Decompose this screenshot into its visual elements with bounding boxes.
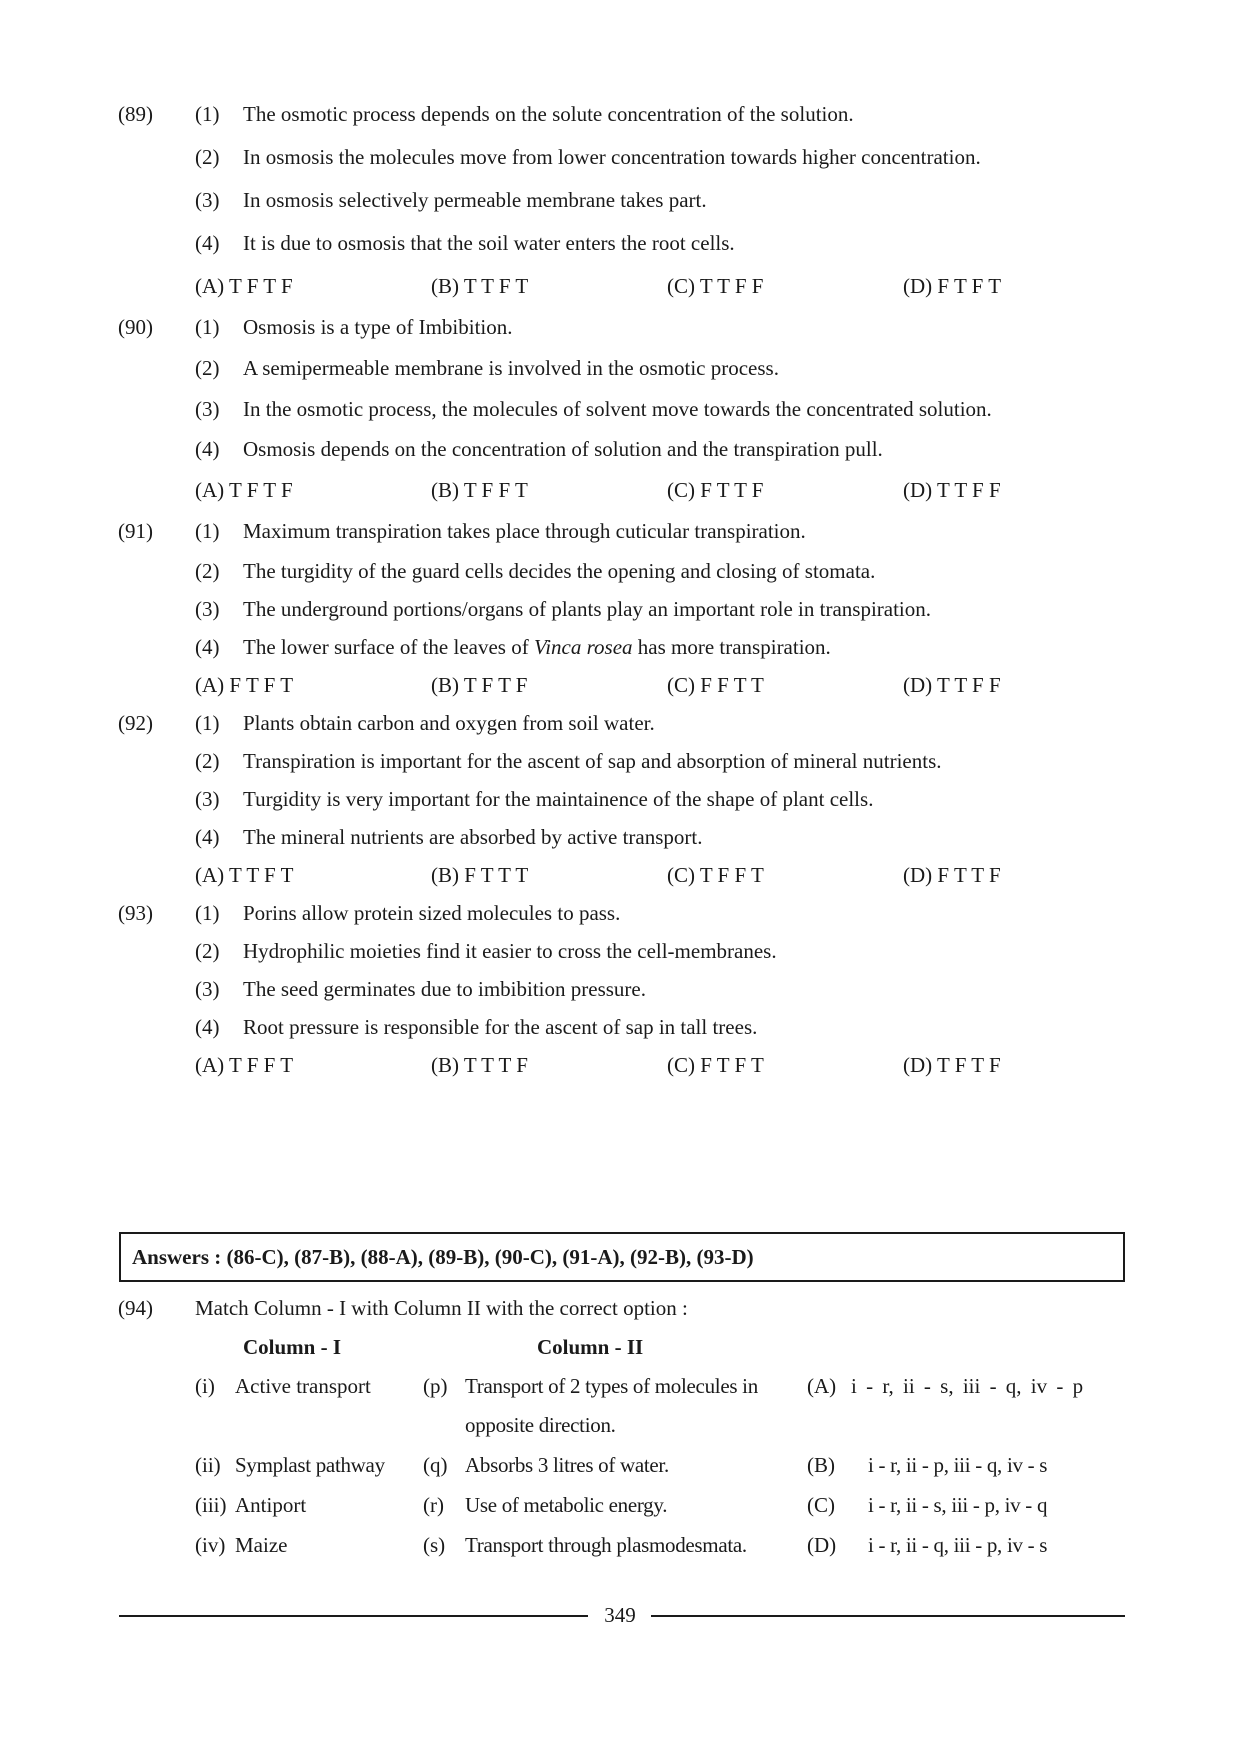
match-option-a-label: (A) xyxy=(807,1374,837,1398)
statement-number: (2) xyxy=(195,145,220,169)
match-option-c-label: (C) xyxy=(807,1493,835,1517)
col2-letter: (s) xyxy=(423,1533,446,1557)
statement-number: (1) xyxy=(195,315,220,339)
statement-text: Transpiration is important for the ascent of sap and absorption of mineral nutrients. xyxy=(243,749,942,773)
option-d: (D) F T T F xyxy=(903,863,1001,887)
match-option-a-text: i - r, ii - s, iii - q, iv - p xyxy=(851,1374,1084,1398)
match-option-c-text: i - r, ii - s, iii - p, iv - q xyxy=(868,1493,1048,1517)
option-a: (A) F T F T xyxy=(195,673,294,697)
match-option-d-text: i - r, ii - q, iii - p, iv - s xyxy=(868,1533,1048,1557)
statement-number: (3) xyxy=(195,597,220,621)
statement-text: Porins allow protein sized molecules to pass. xyxy=(243,901,621,925)
question-number: (91) xyxy=(118,519,153,543)
statement-text: Turgidity is very important for the maintainence of the shape of plant cells. xyxy=(243,787,874,811)
option-c: (C) F T T F xyxy=(667,478,764,502)
col1-item: Active transport xyxy=(235,1374,371,1398)
question-number: (93) xyxy=(118,901,153,925)
option-d: (D) T F T F xyxy=(903,1053,1001,1077)
statement-number: (1) xyxy=(195,901,220,925)
statement-number: (3) xyxy=(195,977,220,1001)
statement-number: (3) xyxy=(195,188,220,212)
statement-text: The seed germinates due to imbibition pressure. xyxy=(243,977,646,1001)
option-c: (C) T F F T xyxy=(667,863,764,887)
match-option-b-text: i - r, ii - p, iii - q, iv - s xyxy=(868,1453,1048,1477)
statement-text-post: has more transpiration. xyxy=(632,635,831,659)
col2-item: Use of metabolic energy. xyxy=(465,1493,668,1517)
option-b: (B) T F F T xyxy=(431,478,528,502)
col1-item: Maize xyxy=(235,1533,288,1557)
question-number: (92) xyxy=(118,711,153,735)
col1-item: Antiport xyxy=(235,1493,307,1517)
option-d: (D) T T F F xyxy=(903,673,1001,697)
statement-number: (3) xyxy=(195,397,220,421)
option-d: (D) T T F F xyxy=(903,478,1001,502)
statement-text: Osmosis depends on the concentration of solution and the transpiration pull. xyxy=(243,437,883,461)
col2-letter: (r) xyxy=(423,1493,444,1517)
statement-number: (2) xyxy=(195,749,220,773)
statement-number: (1) xyxy=(195,519,220,543)
column-1-heading: Column - I xyxy=(243,1335,342,1359)
footer-rule-right xyxy=(651,1615,1125,1617)
statement-number: (4) xyxy=(195,825,220,849)
option-c: (C) T T F F xyxy=(667,274,764,298)
statement-text: In osmosis selectively permeable membrane takes part. xyxy=(243,188,707,212)
statement-text: Hydrophilic moieties find it easier to cross the cell-membranes. xyxy=(243,939,777,963)
statement-text: In the osmotic process, the molecules of solvent move towards the concentrated solution. xyxy=(243,397,992,421)
statement-text xyxy=(243,632,831,662)
statement-text: The mineral nutrients are absorbed by active transport. xyxy=(243,825,703,849)
statement-text: It is due to osmosis that the soil water enters the root cells. xyxy=(243,231,735,255)
col2-item-continued: opposite direction. xyxy=(465,1413,616,1437)
col2-item: Transport of 2 types of molecules in xyxy=(465,1374,758,1398)
col1-number: (iii) xyxy=(195,1493,227,1517)
statement-text: Root pressure is responsible for the ascent of sap in tall trees. xyxy=(243,1015,758,1039)
column-2-heading: Column - II xyxy=(537,1335,644,1359)
statement-text: Osmosis is a type of Imbibition. xyxy=(243,315,513,339)
statement-text: The osmotic process depends on the solute concentration of the solution. xyxy=(243,102,854,126)
statement-number: (2) xyxy=(195,559,220,583)
option-b: (B) T T F T xyxy=(431,274,529,298)
option-b: (B) T F T F xyxy=(431,673,528,697)
statement-text: The underground portions/organs of plants play an important role in transpiration. xyxy=(243,597,932,621)
option-c: (C) F F T T xyxy=(667,673,764,697)
col1-item: Symplast pathway xyxy=(235,1453,385,1477)
statement-text: Maximum transpiration takes place through cuticular transpiration. xyxy=(243,519,806,543)
option-a: (A) T F T F xyxy=(195,274,293,298)
col2-letter: (p) xyxy=(423,1374,448,1398)
statement-text-pre: The lower surface of the leaves of xyxy=(243,635,534,659)
statement-text: Plants obtain carbon and oxygen from soil water. xyxy=(243,711,655,735)
col2-letter: (q) xyxy=(423,1453,448,1477)
question-number: (90) xyxy=(118,315,153,339)
col2-item: Transport through plasmodesmata. xyxy=(465,1533,747,1557)
option-c: (C) F T F T xyxy=(667,1053,764,1077)
option-a: (A) T F F T xyxy=(195,1053,294,1077)
col1-number: (i) xyxy=(195,1374,215,1398)
col1-number: (iv) xyxy=(195,1533,226,1557)
col2-item: Absorbs 3 litres of water. xyxy=(465,1453,669,1477)
statement-number: (4) xyxy=(195,1015,220,1039)
option-b: (B) F T T T xyxy=(431,863,529,887)
statement-number: (4) xyxy=(195,635,220,659)
statement-number: (1) xyxy=(195,102,220,126)
statement-text: In osmosis the molecules move from lower concentration towards higher concentration. xyxy=(243,145,981,169)
option-a: (A) T F T F xyxy=(195,478,293,502)
statement-number: (4) xyxy=(195,231,220,255)
statement-number: (1) xyxy=(195,711,220,735)
option-d: (D) F T F T xyxy=(903,274,1002,298)
question-number: (94) xyxy=(118,1296,153,1320)
question-prompt: Match Column - I with Column II with the correct option : xyxy=(195,1296,688,1320)
statement-number: (2) xyxy=(195,356,220,380)
species-name: Vinca rosea xyxy=(533,635,633,659)
statement-number: (2) xyxy=(195,939,220,963)
option-a: (A) T T F T xyxy=(195,863,294,887)
statement-text: A semipermeable membrane is involved in the osmotic process. xyxy=(243,356,779,380)
statement-text: The turgidity of the guard cells decides the opening and closing of stomata. xyxy=(243,559,876,583)
match-option-d-label: (D) xyxy=(807,1533,837,1557)
statement-number: (4) xyxy=(195,437,220,461)
option-b: (B) T T T F xyxy=(431,1053,528,1077)
statement-number: (3) xyxy=(195,787,220,811)
page-number: 349 xyxy=(604,1603,636,1627)
answers-box: Answers : (86-C), (87-B), (88-A), (89-B), (90-C), (91-A), (92-B), (93-D) xyxy=(119,1232,1125,1282)
col1-number: (ii) xyxy=(195,1453,221,1477)
match-option-b-label: (B) xyxy=(807,1453,835,1477)
footer-rule-left xyxy=(119,1615,588,1617)
question-number: (89) xyxy=(118,102,153,126)
